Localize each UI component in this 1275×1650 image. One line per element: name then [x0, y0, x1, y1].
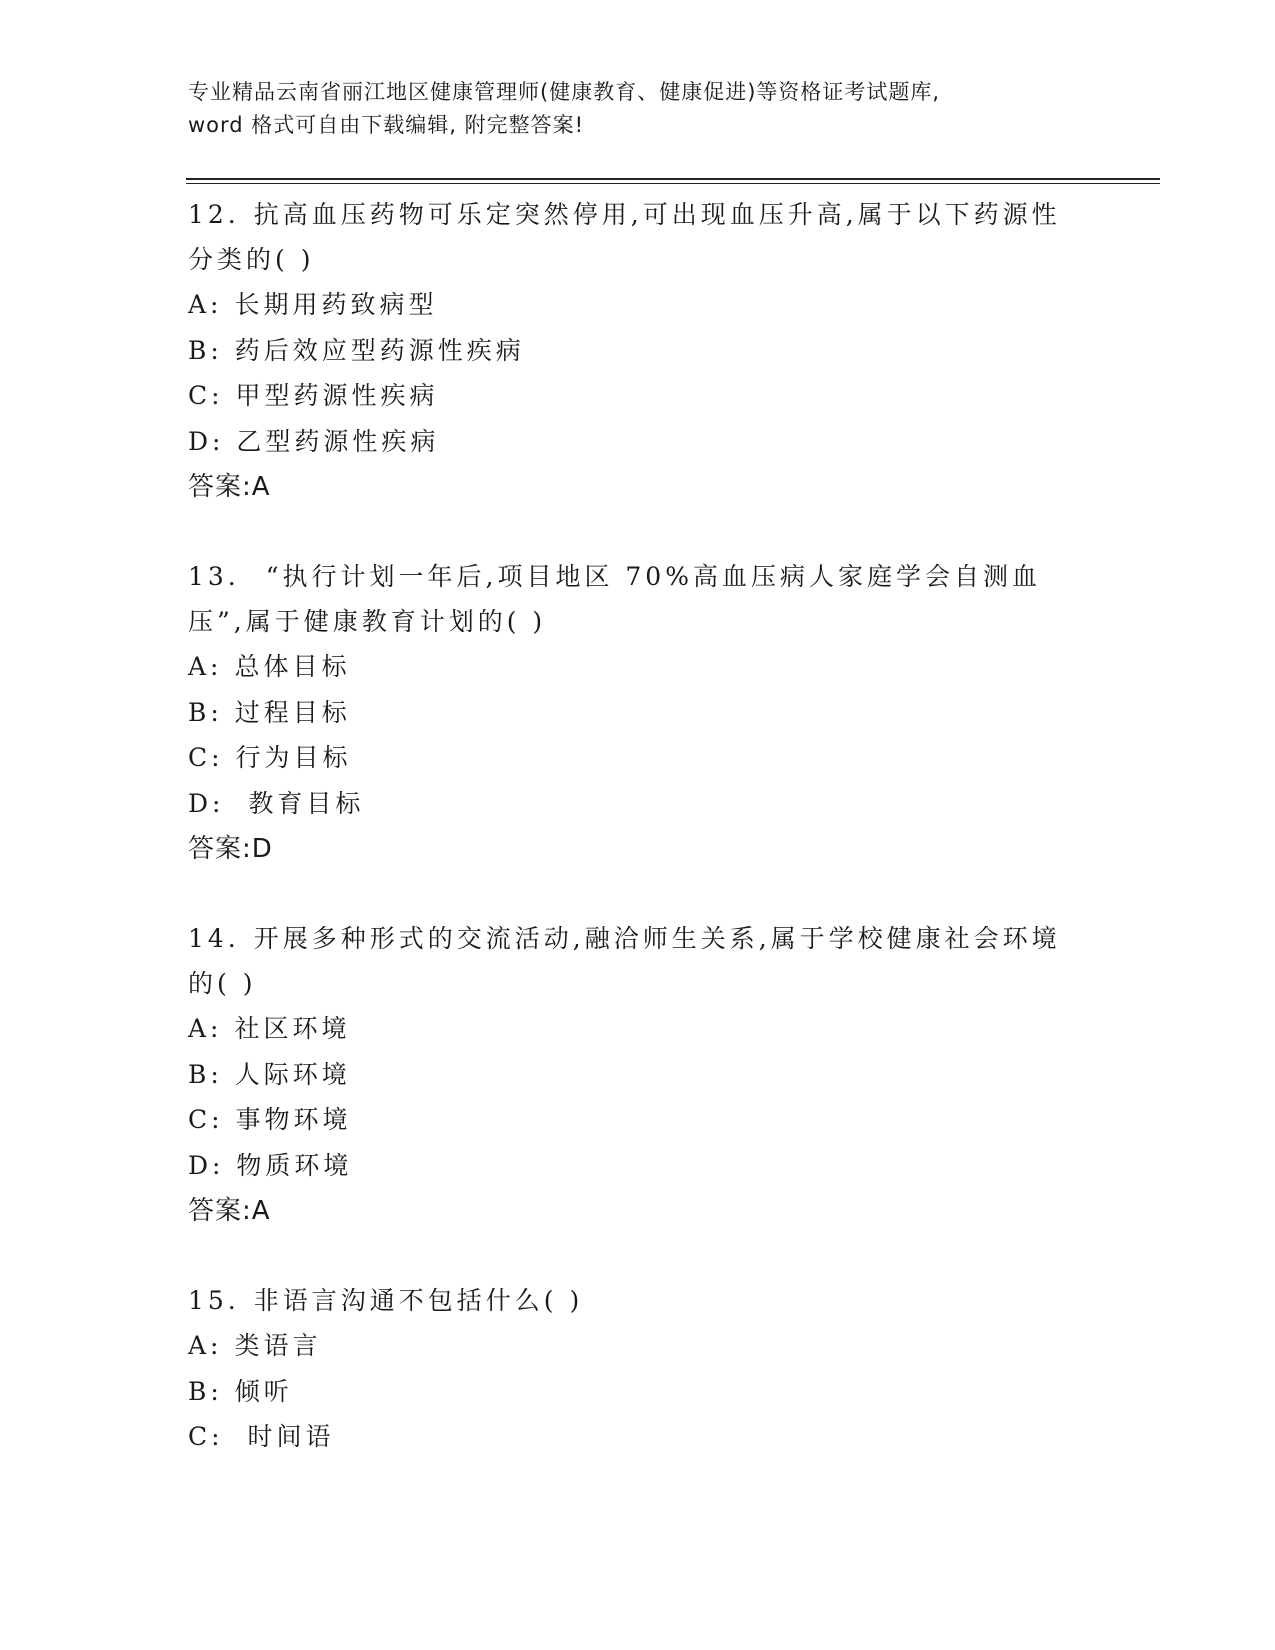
option-d — [188, 781, 1088, 827]
header-divider-thin — [186, 183, 1160, 184]
option-key: B: — [188, 1059, 223, 1089]
question-stem — [188, 192, 1068, 282]
document-header — [188, 76, 1068, 142]
question-stem — [188, 1278, 1068, 1323]
option-key: C: — [188, 381, 224, 410]
option-a — [188, 282, 1088, 328]
option-text: 长期用药致病型 — [234, 290, 438, 319]
answer-value: A — [251, 472, 271, 502]
option-key: B: — [188, 697, 223, 727]
option-text: 事物环境 — [235, 1105, 352, 1134]
option-key: C: — [188, 743, 224, 772]
answer-line — [188, 1188, 1088, 1234]
header-divider-thick — [186, 178, 1160, 180]
question-14 — [188, 916, 1088, 1234]
question-text: 非语言沟通不包括什么( ) — [253, 1286, 584, 1315]
option-text: 药后效应型药源性疾病 — [234, 335, 525, 365]
question-13 — [188, 554, 1088, 872]
header-line-2: word 格式可自由下载编辑, 附完整答案! — [188, 113, 585, 137]
option-key: B: — [188, 335, 223, 365]
option-text: 类语言 — [234, 1331, 322, 1360]
option-d — [188, 419, 1088, 465]
option-key: D: — [188, 788, 225, 818]
question-number: 15. — [188, 1286, 240, 1315]
answer-label: 答案: — [188, 1196, 252, 1226]
question-stem — [188, 554, 1068, 644]
option-key: A: — [188, 1331, 223, 1360]
option-text: 行为目标 — [235, 743, 352, 772]
question-text: “执行计划一年后,项目地区 70%高血压病人家庭学会自测血压”,属于健康教育计划的( ) — [188, 562, 1041, 636]
question-number: 13. — [188, 562, 240, 591]
answer-label: 答案: — [188, 472, 252, 502]
option-a — [188, 644, 1088, 690]
option-text: 社区环境 — [234, 1014, 351, 1043]
option-key: A: — [188, 1014, 223, 1043]
header-line-1: 专业精品云南省丽江地区健康管理师(健康教育、健康促进)等资格证考试题库, — [188, 80, 941, 104]
answer-line — [188, 464, 1088, 510]
option-text: 物质环境 — [236, 1150, 353, 1180]
option-c — [188, 1097, 1088, 1143]
option-b — [188, 1052, 1088, 1098]
option-c — [188, 1414, 1088, 1460]
question-stem — [188, 916, 1068, 1006]
option-a — [188, 1323, 1088, 1369]
option-c — [188, 373, 1088, 419]
answer-label: 答案: — [188, 834, 252, 864]
question-15 — [188, 1278, 1088, 1460]
question-number: 14. — [188, 924, 240, 953]
option-key: B: — [188, 1376, 223, 1406]
option-text: 教育目标 — [236, 788, 365, 818]
question-list — [188, 192, 1088, 1504]
option-key: A: — [188, 290, 223, 319]
option-c — [188, 735, 1088, 781]
option-a — [188, 1006, 1088, 1052]
option-key: A: — [188, 652, 223, 681]
option-key: C: — [188, 1105, 224, 1134]
answer-value: A — [251, 1196, 271, 1226]
option-key: C: — [188, 1422, 224, 1451]
option-text: 甲型药源性疾病 — [235, 381, 439, 410]
option-b — [188, 690, 1088, 736]
option-text: 人际环境 — [234, 1059, 351, 1089]
option-text: 过程目标 — [234, 697, 351, 727]
question-number: 12. — [188, 200, 240, 229]
option-key: D: — [188, 426, 225, 456]
question-text: 开展多种形式的交流活动,融洽师生关系,属于学校健康社会环境的( ) — [188, 924, 1061, 998]
option-text: 倾听 — [234, 1376, 293, 1406]
answer-value: D — [251, 834, 273, 864]
option-d — [188, 1143, 1088, 1189]
option-text: 总体目标 — [234, 652, 351, 681]
question-12 — [188, 192, 1088, 510]
question-text: 抗高血压药物可乐定突然停用,可出现血压升高,属于以下药源性分类的( ) — [188, 200, 1061, 274]
option-text: 乙型药源性疾病 — [236, 426, 440, 456]
answer-line — [188, 826, 1088, 872]
option-b — [188, 1369, 1088, 1415]
option-text: 时间语 — [235, 1422, 335, 1451]
option-b — [188, 328, 1088, 374]
option-key: D: — [188, 1150, 225, 1180]
